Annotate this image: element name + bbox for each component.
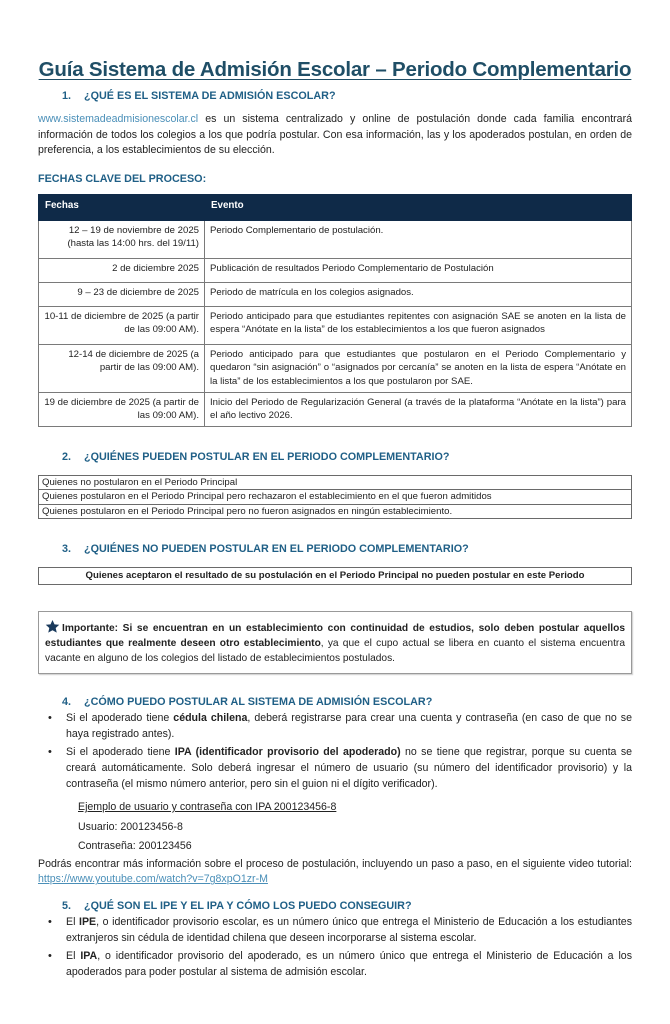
example-title: Ejemplo de usuario y contraseña con IPA 200123456-8: [78, 801, 337, 814]
section-2-heading: 2. ¿QUIÉNES PUEDEN POSTULAR EN EL PERIODO COMPLEMENTARIO?: [62, 450, 450, 463]
section-1-body: www.sistemadeadmisionescolar.cl es un sistema centralizado y online de postulación donde cada familia encontrará información de todos los colegios a los que podría postular. Con esa información, las y los apoderados postulan, en orden de preferencia, a los establecimientos de su elección.: [38, 113, 632, 157]
table-row: 19 de diciembre de 2025 (a partir de las 09:00 AM). Inicio del Periodo de Regularización General (a través de la plataforma “Anótate en la lista”) para el año lectivo 2026.: [39, 392, 632, 426]
section-4-list: [38, 711, 632, 792]
section-5-list: [38, 915, 632, 980]
star-icon: [45, 619, 60, 634]
more-info: Podrás encontrar más información sobre el proceso de postulación, incluyendo un paso a paso, en el siguiente video tutorial: https://www.youtube.com/watch?v=7g8xpO1zr-M: [38, 857, 632, 886]
example-user: Usuario: 200123456-8: [78, 820, 183, 833]
table-row: 12 – 19 de noviembre de 2025 (hasta las 14:00 hrs. del 19/11) Periodo Complementario de postulación.: [39, 220, 632, 258]
document-page: [38, 58, 632, 983]
sae-website-link[interactable]: www.sistemadeadmisionescolar.cl: [38, 113, 199, 125]
column-header-dates: Fechas: [39, 194, 205, 220]
section-3-heading: 3. ¿QUIÉNES NO PUEDEN POSTULAR EN EL PERIODO COMPLEMENTARIO?: [62, 543, 469, 556]
key-dates-heading: FECHAS CLAVE DEL PROCESO:: [38, 172, 207, 185]
eligible-list: [38, 475, 632, 520]
ipa-example: [38, 798, 632, 857]
list-item: • El IPE, o identificador provisorio escolar, es un número único que entrega el Ministerio de Educación a los estudiantes extranjeros sin cédula de identidad chilena que deseen incorporarse al sistema escolar.: [38, 915, 632, 946]
list-item: Quienes no postularon en el Periodo Principal: [39, 476, 631, 491]
table-row: 2 de diciembre 2025 Publicación de resultados Periodo Complementario de Postulación: [39, 258, 632, 282]
table-row: 10-11 de diciembre de 2025 (a partir de las 09:00 AM). Periodo anticipado para que estudiantes repitentes con asignación SAE se anoten en la lista de espera “Anótate en la lista” de los establecimientos a los que fueron asignados: [39, 306, 632, 344]
page-title: Guía Sistema de Admisión Escolar – Periodo Complementario: [38, 58, 632, 81]
list-item: Quienes postularon en el Periodo Principal pero rechazaron el establecimiento en el que fueron admitidos: [39, 490, 631, 505]
section-5-heading: 5. ¿QUÉ SON EL IPE Y EL IPA Y CÓMO LOS PUEDO CONSEGUIR?: [62, 899, 412, 912]
column-header-event: Evento: [205, 194, 632, 220]
list-item: • Si el apoderado tiene IPA (identificador provisorio del apoderado) no se tiene que registrar, porque su cuenta se creará automáticamente. Solo deberá ingresar el número de usuario (su número del identificador provisorio) y la contraseña (el mismo número anterior, pero sin el guion ni el dígito verificador).: [38, 745, 632, 792]
section-1-heading: 1. ¿QUÉ ES EL SISTEMA DE ADMISIÓN ESCOLAR?: [62, 90, 336, 102]
list-item: • Si el apoderado tiene cédula chilena, deberá registrarse para crear una cuenta y contraseña (en caso de que no se haya registrado antes).: [38, 711, 632, 742]
key-dates-table: [38, 194, 632, 427]
table-row: 12-14 de diciembre de 2025 (a partir de las 09:00 AM). Periodo anticipado para que estudiantes que postularon en el Periodo Complementario y quedaron “sin asignación” o “asignados por cercanía” se anoten en la lista de espera “Anótate en la lista” de los establecimientos a los que postularon por SAE.: [39, 344, 632, 392]
example-password: Contraseña: 200123456: [78, 840, 192, 853]
section-4-heading: 4. ¿CÓMO PUEDO POSTULAR AL SISTEMA DE ADMISIÓN ESCOLAR?: [62, 696, 433, 709]
video-tutorial-link[interactable]: https://www.youtube.com/watch?v=7g8xpO1zr-M: [38, 873, 268, 886]
ineligible-box: Quienes aceptaron el resultado de su postulación en el Periodo Principal no pueden postular en este Periodo: [38, 567, 632, 585]
table-row: 9 – 23 de diciembre de 2025 Periodo de matrícula en los colegios asignados.: [39, 282, 632, 306]
important-notice: Importante: Si se encuentran en un establecimiento con continuidad de estudios, solo deben postular aquellos estudiantes que realmente deseen otro establecimiento, ya que el cupo actual se libera en cuanto el sistema encuentra vacante en alguno de los colegios del listado de establecimientos postulados.: [38, 611, 632, 674]
list-item: • El IPA, o identificador provisorio del apoderado, es un número único que entrega el Ministerio de Educación a los apoderados para poder postular al sistema de admisión escolar.: [38, 949, 632, 980]
list-item: Quienes postularon en el Periodo Principal pero no fueron asignados en ningún establecimiento.: [42, 505, 453, 517]
